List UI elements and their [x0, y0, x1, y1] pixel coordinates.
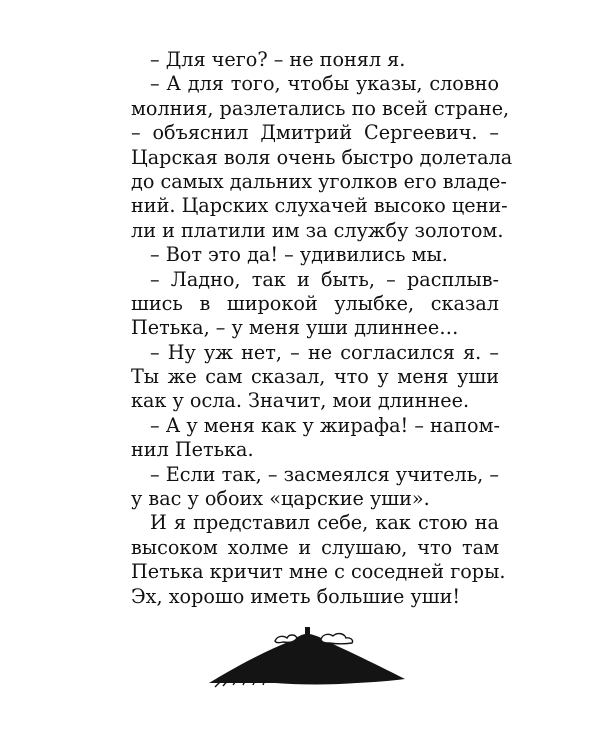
text-line: Царская воля очень быстро долетала [131, 145, 513, 169]
text-line: до самых дальних уголков его владе- [131, 169, 507, 193]
text-line: у вас у обоих «царские уши». [131, 487, 430, 511]
text-line: высоком холме и слушаю, что там [131, 535, 499, 559]
text-line: Петька, – у меня уши длиннее… [131, 316, 459, 340]
text-line: – Вот это да! – удивились мы. [150, 243, 448, 267]
text-line: – А для того, чтобы указы, словно [150, 72, 499, 96]
cloud-left [275, 635, 297, 643]
text-line: Петька кричит мне с соседней горы. [131, 560, 506, 584]
hill-with-clouds-illustration [205, 613, 411, 693]
text-line: ли и платили им за службу золотом. [131, 218, 504, 242]
story-text [131, 48, 513, 609]
text-line: – Ладно, так и быть, – расплыв- [150, 267, 499, 291]
text-line: Ты же сам сказал, что у меня уши [131, 365, 499, 389]
text-line: И я представил себе, как стою на [150, 511, 499, 535]
text-line: – объяснил Дмитрий Сергеевич. – [131, 121, 499, 145]
text-line: молния, разлетались по всей стране, [131, 96, 510, 120]
text-line: как у осла. Значит, мои длиннее. [131, 389, 470, 413]
cloud-right [321, 634, 353, 644]
text-line: Эх, хорошо иметь большие уши! [131, 584, 461, 608]
text-line: шись в широкой улыбке, сказал [131, 291, 499, 315]
text-line: – Для чего? – не понял я. [150, 48, 406, 71]
text-line: ний. Царских слухачей высоко цени- [131, 194, 508, 218]
text-line: – Если так, – засмеялся учитель, – [150, 462, 499, 486]
hilltop-figure [305, 627, 310, 635]
text-line: – Ну уж нет, – не согласился я. – [150, 340, 499, 364]
text-line: нил Петька. [131, 438, 254, 462]
text-line: – А у меня как у жирафа! – напом- [150, 413, 500, 437]
